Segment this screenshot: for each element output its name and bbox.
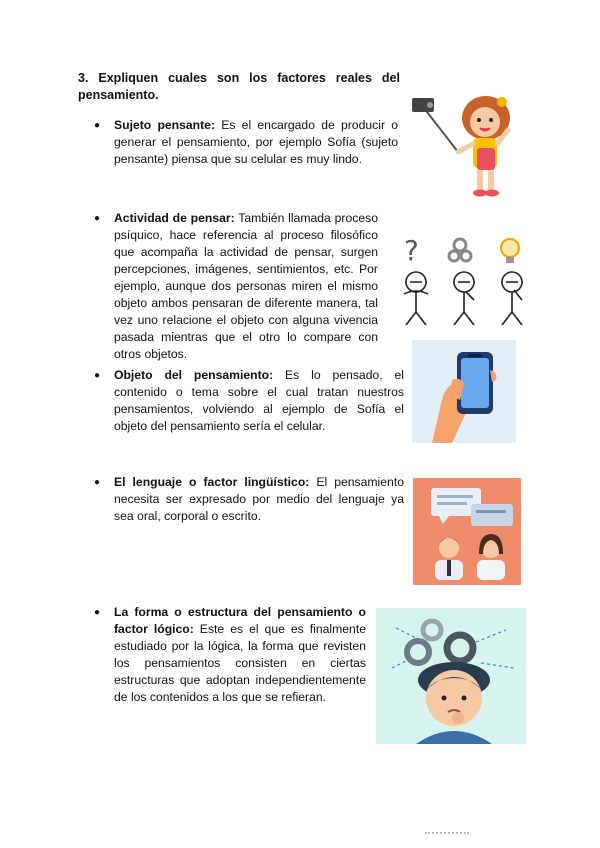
list-item xyxy=(94,604,366,706)
list-item xyxy=(94,367,404,435)
bullet: ● xyxy=(94,120,101,131)
list-item xyxy=(94,474,404,525)
list-item xyxy=(94,210,378,363)
bullet: ● xyxy=(94,370,101,381)
list-item xyxy=(94,117,398,168)
item-title: La forma o estructura del pensamiento o factor lógico: xyxy=(114,605,366,636)
svg-text:?: ? xyxy=(404,234,419,267)
item-title: Actividad de pensar: xyxy=(114,211,235,225)
bullet: ● xyxy=(94,213,101,224)
item-text: Es lo pensado, el contenido o tema sobre el cual tratan nuestros pensamientos, volviendo al ejemplo de Sofía el objeto del pensamiento sería el celular. xyxy=(114,368,404,433)
hand-phone-illustration xyxy=(412,340,516,443)
item-text: El pensamiento necesita ser expresado por medio del lenguaje ya sea oral, corporal o escrito. xyxy=(114,475,404,523)
item-text: También llamada proceso psíquico, hace referencia al proceso filosófico que acompaña la actividad de pensar, surgen percepciones, imágenes, sentimientos, etc. Por ejemplo, aunque dos personas miren el mismo objeto ambos pensaran de diferente manera, tal vez uno relacione el objeto con alguna vivencia pasada mientras que el otro lo compare con otros objetos. xyxy=(114,211,378,361)
girl-selfie-illustration xyxy=(410,88,520,200)
bullet: ● xyxy=(94,477,101,488)
item-title: Objeto del pensamiento: xyxy=(114,368,274,382)
thinking-people-illustration xyxy=(400,230,535,325)
thinking-boy-gears-illustration xyxy=(376,608,526,744)
item-title: El lenguaje o factor lingüístico: xyxy=(114,475,310,489)
bullet: ● xyxy=(94,607,101,618)
item-title: Sujeto pensante: xyxy=(114,118,216,132)
conversation-illustration xyxy=(413,478,521,585)
footer-mark xyxy=(425,832,469,837)
section-heading: 3. Expliquen cuales son los factores reales del pensamiento. xyxy=(78,71,400,102)
item-text: Este es el que es finalmente estudiado por la lógica, la forma que revisten los pensamientos consisten en ciertas estructuras que adoptan independientemente de los contenidos a los que se refieran. xyxy=(114,622,366,704)
item-text: Es el encargado de producir o generar el pensamiento, por ejemplo Sofía (sujeto pensante) piensa que su celular es muy lindo. xyxy=(114,118,398,166)
